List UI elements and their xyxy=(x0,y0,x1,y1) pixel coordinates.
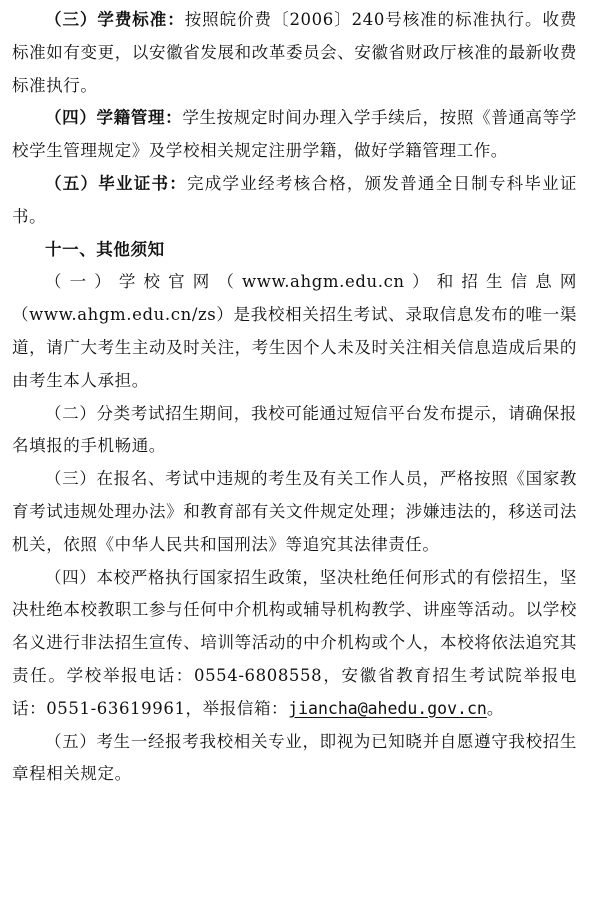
notice-enrollment-policy-text: （四）本校严格执行国家招生政策，坚决杜绝任何形式的有偿招生，坚决杜绝本校教职工参与任何中介机构或辅导机构教学、讲座等活动。以学校名义进行非法招生宣传、培训等活动的中介机构或个人，本校将依法追究其责任。学校举报电话：0554-6808558，安徽省教育招生考试院举报电话：0551-63619961，举报信箱： xyxy=(12,567,577,718)
notice-violations: （三）在报名、考试中违规的考生及有关工作人员，严格按照《国家教育考试违规处理办法》和教育部有关文件规定处理；涉嫌违法的，移送司法机关，依照《中华人民共和国刑法》等追究其法律责任。 xyxy=(12,469,577,554)
fee-standard-paragraph xyxy=(12,4,577,102)
notice-enrollment-policy xyxy=(12,562,577,726)
student-status-text: 学生按规定时间办理入学手续后，按照《普通高等学校学生管理规定》及学校相关规定注册学籍，做好学籍管理工作。 xyxy=(12,108,577,161)
notice-sms-platform: （二）分类考试招生期间，我校可能通过短信平台发布提示，请确保报名填报的手机畅通。 xyxy=(12,403,577,456)
section-heading-other-notices: 十一、其他须知 xyxy=(45,239,165,259)
fee-standard-label: （三）学费标准： xyxy=(45,10,185,29)
student-status-label: （四）学籍管理： xyxy=(45,108,183,128)
diploma-label: （五）毕业证书： xyxy=(45,173,188,193)
notice-enrollment-policy-end: 。 xyxy=(486,698,504,718)
student-status-paragraph xyxy=(12,102,577,168)
diploma-paragraph xyxy=(12,168,577,234)
notice-acceptance: （五）考生一经报考我校相关专业，即视为已知晓并自愿遵守我校招生章程相关规定。 xyxy=(12,731,577,784)
fee-standard-text: 按照皖价费〔2006〕240号核准的标准执行。收费标准如有变更，以安徽省发展和改革委员会、安徽省财政厅核准的最新收费标准执行。 xyxy=(12,10,577,95)
diploma-text: 完成学业经考核合格，颁发普通全日制专科毕业证书。 xyxy=(12,173,577,226)
report-email-link[interactable]: jiancha@ahedu.gov.cn xyxy=(288,698,487,718)
notice-official-channels: （一）学校官网（www.ahgm.edu.cn）和招生信息网（www.ahgm.edu.cn/zs）是我校相关招生考试、录取信息发布的唯一渠道，请广大考生主动及时关注，考生因个人未及时关注相关信息造成后果的由考生本人承担。 xyxy=(12,272,577,390)
